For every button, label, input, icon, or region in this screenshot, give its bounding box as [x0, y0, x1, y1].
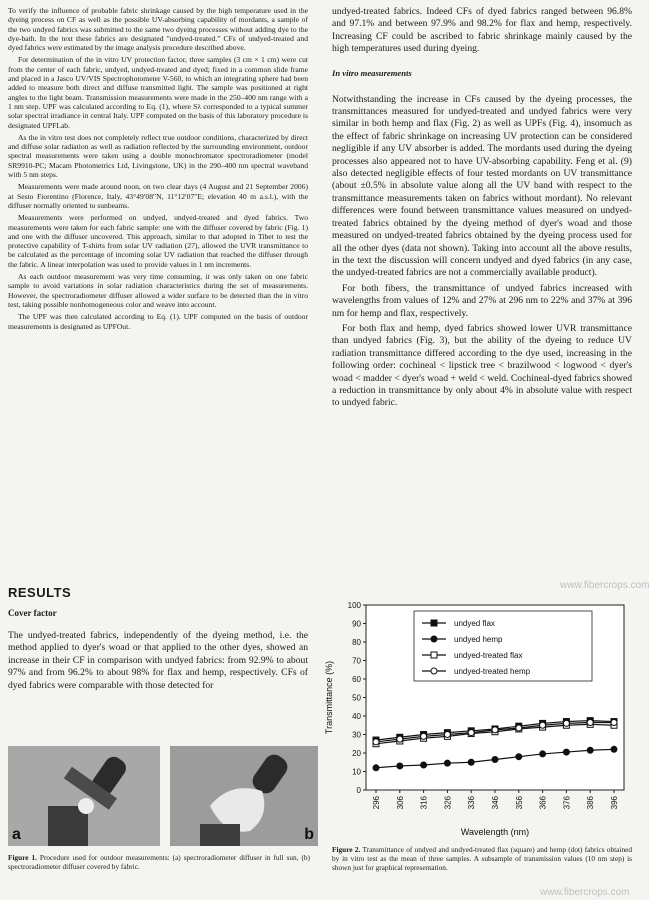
left-column-text	[8, 6, 308, 334]
figure1-photos	[8, 746, 320, 848]
y-tick-label: 30	[352, 730, 361, 740]
legend-label: undyed-treated hemp	[454, 667, 531, 676]
legend-label: undyed hemp	[454, 635, 503, 644]
x-axis-label: Wavelength (nm)	[460, 827, 530, 837]
x-tick-label: 396	[610, 796, 619, 810]
y-tick-label: 20	[352, 749, 361, 758]
photo-b-image	[170, 746, 318, 846]
paragraph: For both flax and hemp, dyed fabrics showed lower UVR transmittance than undyed fabrics (Fig. 3), but the ability of the dyeing to reduce UV radiation transmittance differed according to the dye used, increasing in the following order: cochineal < lipstick tree < brazilwood < logwood < dyer's woad < madder < dyer's woad + weld < weld. Cochineal-dyed fabrics showed a reduction in transmittance by only about 4% in absolute value with respect to undyed fabric.	[332, 322, 632, 409]
data-point	[540, 722, 546, 728]
data-point	[611, 746, 617, 752]
legend-label: undyed flax	[454, 619, 495, 628]
x-tick-label: 346	[491, 796, 500, 810]
paragraph: Measurements were performed on undyed, undyed-treated and dyed fabrics. Two measurements were taken for each fabric sample: one with the diffuser covered by fabric (Fig. 1) and one with the diffuser uncovered. This approach, similar to that adopted in Tibet to test the protective capability of T-shirts from solar UV radiation (27), allowed the UVR transmittance to be calculated as the percentage of incoming solar UV radiation that reached the diffuser through the fabric. A linear interpolation was used to provide values in 1 nm increments.	[8, 213, 308, 269]
photo-diffuser-full-sun	[8, 746, 160, 846]
figure1-caption-text: Procedure used for outdoor measurements: (a) spectroradiometer diffuser in full sun, (b) spectroradiometer diffuser covered by fabric.	[8, 853, 310, 871]
y-axis-label: Transmittance (%)	[324, 660, 334, 735]
results-body	[8, 630, 308, 695]
chart-legend	[414, 611, 592, 681]
cover-factor-subheading: Cover factor	[8, 608, 57, 618]
watermark-bottom: www.fibercrops.com	[540, 887, 630, 898]
x-tick-label: 316	[419, 796, 429, 810]
paragraph: As the in vitro test does not completely reflect true outdoor conditions, characterized by direct and diffuse solar radiation as well as radiation reflected by the surrounding environment, outdoor spectral measurements were taken using a double monochromator spectroradiometer (model SR9910-PC; Macam Photometrics Ltd, Livingstone, UK) in the 290–400 nm spectral waveband with 5 nm steps.	[8, 132, 308, 180]
y-tick-label: 70	[352, 656, 361, 666]
y-tick-label: 10	[352, 767, 361, 777]
section-subheading: In vitro measurements	[332, 67, 412, 78]
legend-marker	[431, 620, 437, 626]
legend-marker	[431, 636, 437, 642]
paragraph: The undyed-treated fabrics, independently of the dyeing method, i.e. the method applied to dyer's woad or that applied to the other dyes, showed an increase in their CF in comparison with undyed fabrics: from 92.9% to about 97% and from 96.2% to about 98% for flax and hemp, respectively. CFs of dyed fabrics were comparable with those detected for	[8, 630, 308, 691]
paragraph: Notwithstanding the increase in CFs caused by the dyeing processes, the transmittances measured for undyed-treated and undyed fabrics were very similar in both hemp and flax (Fig. 2) as well as UPFs (Fig. 4), insomuch as the effect of fabric shrinkage on increasing UV protection can be considered negligible if any UV absorber is added. The mordants used during the dyeing processes also appeared not to have UV-absorbing capability. Feng et al. (9) also detected negligible effects of four tested mordants on UV transmittance (about ±0.5% in absolute value along all the UV band with respect to the transmittance measurements taken on fabrics without mordant). No relevant differences were found between transmittance values measured on undyed-treated fabrics obtained by the dyeing method of dyer's woad and those measured on undyed-treated fabrics obtained by the dyeing process used for all the other dyes (data not shown). Taking into account all the above results, in the text the discussion will concern undyed and dyed fabrics (in any case, the undyed-treated fabrics are not a commercially available product).	[332, 93, 632, 279]
photo-diffuser-covered	[170, 746, 318, 846]
x-tick-label: 366	[538, 796, 548, 810]
figure2-caption	[332, 845, 632, 872]
data-point	[373, 739, 379, 745]
y-tick-label: 80	[352, 638, 361, 647]
data-point	[516, 725, 522, 731]
data-point	[444, 732, 450, 738]
paragraph: undyed-treated fabrics. Indeed CFs of dyed fabrics ranged between 96.8% and 97.1% and between 97.9% and 98.2% for flax and hemp, respectively. Increasing CF could be ascribed to fabric shrinkage mainly caused by the high temperatures used during dyeing.	[332, 6, 632, 55]
y-tick-label: 50	[352, 693, 361, 703]
data-point	[492, 756, 498, 762]
y-tick-label: 40	[352, 712, 361, 721]
data-point	[421, 762, 427, 768]
figure2-caption-label: Figure 2.	[332, 845, 361, 854]
figure1-caption	[8, 853, 310, 871]
data-point	[587, 719, 593, 725]
data-point	[563, 720, 569, 726]
figure1-caption-label: Figure 1.	[8, 853, 37, 862]
legend-marker	[431, 652, 437, 658]
y-tick-label: 100	[347, 601, 361, 610]
y-tick-label: 90	[352, 619, 361, 629]
results-heading: RESULTS	[8, 585, 72, 600]
y-tick-label: 0	[356, 786, 361, 795]
x-tick-label: 336	[467, 796, 477, 810]
data-point	[444, 760, 450, 766]
transmittance-chart	[318, 595, 634, 840]
data-point	[397, 763, 403, 769]
paragraph: Measurements were made around noon, on two clear days (4 August and 21 September 2006) at Sesto Fiorentino (Florence, Italy, 43°49′08″N, 11°12′07″E; elevation 40 m a.s.l.), with the diffuser normally oriented to sunbeams.	[8, 182, 308, 210]
photo-a-image	[8, 746, 160, 846]
data-point	[468, 759, 474, 765]
data-point	[373, 765, 379, 771]
x-tick-label: 356	[514, 796, 524, 810]
data-point	[540, 751, 546, 757]
x-tick-label: 306	[395, 796, 405, 810]
paragraph: For both fibers, the transmittance of undyed fabrics increased with wavelengths from values of 12% and 27% at 296 nm to 22% and 37% at 396 nm for hemp and flax, respectively.	[332, 282, 632, 319]
data-point	[468, 730, 474, 736]
legend-marker	[431, 668, 437, 674]
data-point	[563, 749, 569, 755]
paragraph: To verify the influence of probable fabric shrinkage caused by the high temperature used in the dyeing process on CF as well as the possible UV-absorbing capability of mordants, a sample of the two undyed fabrics was submitted to the same two dyeing processes without adding dye to the dye-bath. In the text these fabrics are designated "undyed-treated." CFs of undyed-treated and dyed fabrics were estimated by the image analysis procedure described above.	[8, 6, 308, 53]
y-tick-label: 60	[352, 675, 361, 684]
data-point	[492, 727, 498, 733]
x-tick-label: 296	[372, 796, 381, 810]
x-tick-label: 326	[443, 796, 453, 810]
watermark-top: www.fibercrops.com	[560, 580, 649, 591]
right-column-text	[332, 6, 632, 413]
x-tick-label: 376	[562, 796, 572, 810]
x-tick-label: 386	[586, 796, 596, 810]
data-point	[516, 754, 522, 760]
data-point	[397, 736, 403, 742]
legend-label: undyed-treated flax	[454, 651, 523, 660]
paragraph: As each outdoor measurement was very time consuming, it was only taken on one fabric sample to avoid variations in solar radiation characteristics during the set of measurements. However, the spectroradiometer diffuser allowed a wider surface to be detected than the in vitro test, taking possible nonhomogeneous color and weave into account.	[8, 272, 308, 309]
figure2-chart	[318, 595, 634, 840]
paragraph: For determination of the in vitro UV protection factor, three samples (3 cm × 1 cm) were cut from the center of each fabric, undyed, undyed-treated and dyed; fixed in a common slide frame and placed in a Jasco UV/VIS Spectrophotometer V-560, to which an integrating sphere had been added to measure both direct and diffuse transmitted light. The sample was positioned at right angles to the light beam. Transmission measurements were made in the 250–400 nm range with a 1 nm step. UPF was calculated according to Eq. (1), where Sλ corresponded to a typical summer solar spectral irradiance in central Italy. UPF computed on the basis of this laboratory procedure is designated UPFLab.	[8, 55, 308, 130]
figure1-label-a: a	[12, 826, 21, 843]
figure1-label-b: b	[304, 826, 314, 843]
figure2-caption-text: Transmittance of undyed and undyed-treated flax (square) and hemp (dot) fabrics obtained by in vitro test as the mean of three samples. A subsample of transmission values (10 nm step) is shown just for graphical representation.	[332, 845, 632, 872]
data-point	[421, 733, 427, 739]
paragraph: The UPF was then calculated according to Eq. (1). UPF computed on the basis of outdoor measurements is designated as UPFOut.	[8, 312, 308, 331]
data-point	[587, 747, 593, 753]
data-point	[611, 719, 617, 725]
